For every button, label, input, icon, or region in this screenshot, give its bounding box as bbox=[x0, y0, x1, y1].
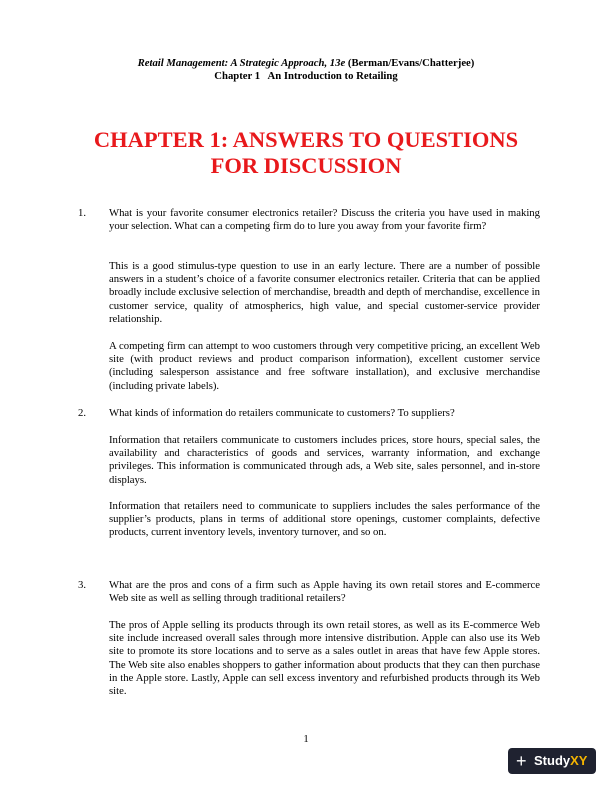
book-authors: (Berman/Evans/Chatterjee) bbox=[347, 57, 475, 69]
question-number: 2. bbox=[78, 407, 87, 419]
answer-paragraph: Information that retailers need to communicate to suppliers includes the sales performance of the supplier’s products, plans in terms of additional store openings, customer complaints, defective products, current inventory levels, inventory turnover, and so on. bbox=[109, 500, 540, 539]
header-book-line bbox=[0, 57, 612, 70]
brand-main: Study bbox=[534, 753, 571, 768]
studyxy-badge[interactable] bbox=[508, 748, 596, 774]
chapter-title-line-2: FOR DISCUSSION bbox=[210, 152, 402, 178]
question-text: What are the pros and cons of a firm such as Apple having its own retail stores and E-commerce Web site as well as selling through traditional retailers? bbox=[109, 579, 540, 605]
book-title: Retail Management: A Strategic Approach, 13e bbox=[137, 57, 346, 69]
question-number: 3. bbox=[78, 579, 87, 591]
answer-paragraph: The pros of Apple selling its products through its own retail stores, as well as its E-commerce Web site include increased overall sales through more intensive distribution. Apple can also use its Web site to promote its store locations and to serve as a sales outlet in areas that have few Apple stores. The Web site also enables shoppers to gather information about products that they can then purchase in the Apple store. Lastly, Apple can sell excess inventory and refurbished products through its Web site. bbox=[109, 619, 540, 698]
plus-icon: + bbox=[516, 751, 527, 771]
header-chapter-line: Chapter 1 An Introduction to Retailing bbox=[214, 70, 398, 82]
question-number: 1. bbox=[78, 207, 87, 219]
answer-paragraph: Information that retailers communicate to customers includes prices, store hours, special sales, the availability and characteristics of goods and services, warranty information, and exchange privileges. This information is communicated through ads, a Web site, sales personnel, and in-store displays. bbox=[109, 434, 540, 486]
chapter-title bbox=[0, 127, 612, 178]
brand-logo-text bbox=[534, 753, 587, 769]
chapter-title-line-1: CHAPTER 1: ANSWERS TO QUESTIONS bbox=[93, 127, 519, 152]
page-header bbox=[0, 57, 612, 83]
question-text: What is your favorite consumer electronics retailer? Discuss the criteria you have used in making your selection. What can a competing firm do to lure you away from your favorite firm? bbox=[109, 207, 540, 233]
page-number: 1 bbox=[303, 733, 309, 745]
answer-paragraph: A competing firm can attempt to woo customers through very competitive pricing, an excellent Web site (with product reviews and product comparison information), excellent customer service (including salesperson assistance and free software installation), and exclusive merchandise (including private labels). bbox=[109, 340, 540, 392]
brand-accent: XY bbox=[570, 753, 588, 768]
answer-paragraph: This is a good stimulus-type question to use in an early lecture. There are a number of possible answers in a student’s choice of a favorite consumer electronics retailer. Criteria that can be applied broadly include exclusive selection of merchandise, breadth and depth of merchandise, excellence in customer service, quality of atmospherics, high value, and special customer-service provider relationship. bbox=[109, 260, 540, 325]
question-text: What kinds of information do retailers communicate to customers? To suppliers? bbox=[109, 407, 455, 419]
